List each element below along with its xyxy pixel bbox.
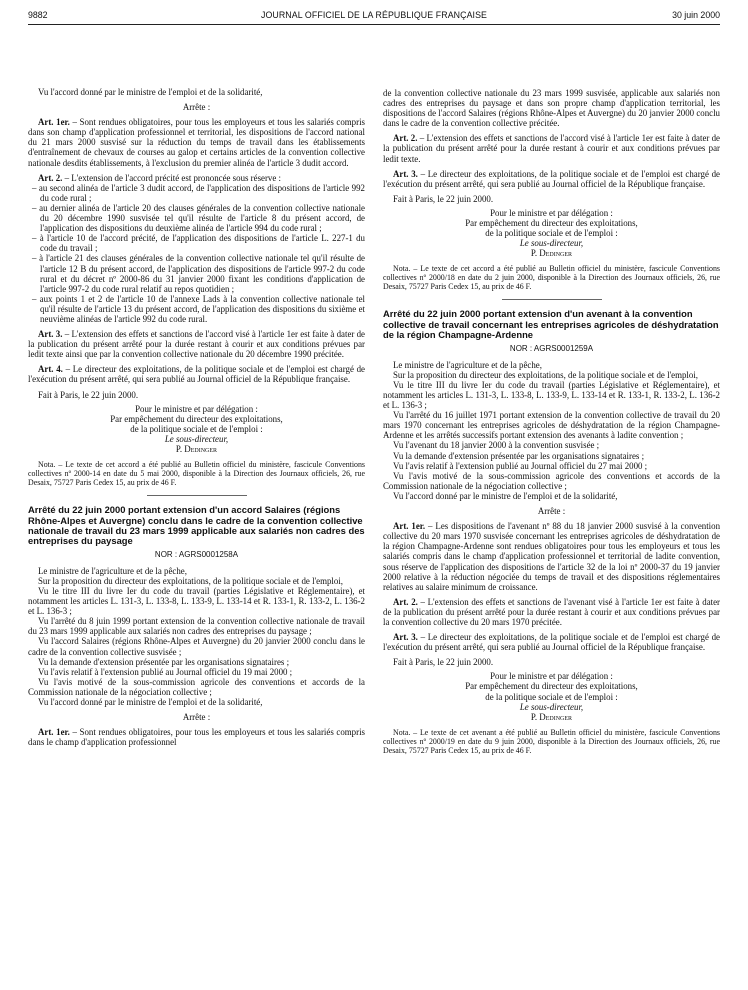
arrete-heading: Arrête : bbox=[182, 102, 211, 113]
list-item: – au second alinéa de l'article 3 dudit accord, de l'application des dispositions de l'article 992 du code rural ; bbox=[32, 182, 365, 203]
preamble-paragraph: Vu l'avis motivé de la sous-commission agricole des conventions et accords de la Commission nationale de la négociation collective ; bbox=[28, 676, 365, 697]
signer-name: P. Dedinger bbox=[175, 444, 218, 454]
preamble-paragraph: Vu la demande d'extension présentée par les organisations signataires ; bbox=[393, 450, 645, 461]
preamble-paragraph: Vu l'arrêté du 16 juillet 1971 portant extension de la convention collective de travail du 20 mars 1970 concernant les entreprises agricoles de déshydratation de la région Champagne-Ardenne et les arrêtés successifs portant extension des avenants à ladite convention ; bbox=[383, 410, 720, 441]
signature-line: Pour le ministre et par délégation : bbox=[490, 207, 613, 218]
page-number: 9882 bbox=[28, 10, 48, 20]
nor-reference: NOR : AGRS0001258A bbox=[154, 549, 239, 559]
arrete-title: Arrêté du 22 juin 2000 portant extension d'un avenant à la convention collective de travail concernant les entreprises agricoles de déshydratation de la région Champagne-Ardenne bbox=[383, 308, 719, 341]
continued-paragraph: de la convention collective nationale du 23 mars 1999 susvisée, applicable aux salariés non cadres des entreprises du paysage et dans son propre champ d'application territorial, les dispositions de l'accord Salaires (régions Rhône-Alpes et Auvergne) du 20 janvier 2000 conclu dans le cadre de la convention collective précitée. bbox=[383, 88, 720, 129]
signature-line: de la politique sociale et de l'emploi : bbox=[130, 423, 263, 434]
signature-line: Par empêchement du directeur des exploitations, bbox=[110, 413, 283, 424]
article-label: Art. 3. bbox=[38, 329, 63, 340]
article-3 bbox=[28, 329, 365, 359]
article-label: Art. 2. bbox=[393, 133, 418, 144]
intro-paragraph: Vu l'accord donné par le ministre de l'emploi et de la solidarité, bbox=[38, 87, 263, 97]
preamble-paragraph: Vu le titre III du livre Ier du code du travail (parties Législative et Réglementaire), et notamment les articles L. 131-3, L. 133-8, L. 133-9, L. 133-14 et R. 133-1, R. 133-2, L. 136-2 et L. 136-3 ; bbox=[383, 379, 720, 411]
article-3 bbox=[383, 632, 720, 652]
article-3 bbox=[383, 169, 720, 189]
fait-a-paris: Fait à Paris, le 22 juin 2000. bbox=[393, 657, 494, 668]
list-item: – au dernier alinéa de l'article 20 des clauses générales de la convention collective nationale du 20 décembre 1990 susvisée tel qu'il résulte de l'article 8 du présent accord, de l'application des dispositions du deuxième alinéa de l'article 994 du code rural ; bbox=[32, 202, 365, 234]
article-text: – Sont rendues obligatoires, pour tous les employeurs et tous les salariés compris dans le champ d'application professionnel bbox=[28, 727, 365, 748]
signature-line: Par empêchement du directeur des exploitations, bbox=[465, 218, 638, 229]
article-text: – L'extension de l'accord précité est prononcée sous réserve : bbox=[62, 172, 281, 183]
signature-block bbox=[28, 404, 365, 454]
article-text: – L'extension des effets et sanctions de l'accord visé à l'article 1er est faite à dater de la publication du présent arrêté pour la durée restant à courir et aux conditions prévues par ledit texte ainsi que par la convention collective nationale du 20 décembre 1990 précitée. bbox=[28, 329, 365, 360]
article-label: Art. 1er. bbox=[38, 117, 70, 128]
page-header bbox=[28, 10, 720, 25]
signature-line: de la politique sociale et de l'emploi : bbox=[485, 691, 618, 702]
preamble-paragraph: Sur la proposition du directeur des exploitations, de la politique sociale et de l'emploi, bbox=[393, 369, 699, 380]
signature-line: de la politique sociale et de l'emploi : bbox=[485, 228, 618, 239]
article-1 bbox=[383, 521, 720, 592]
preamble-paragraph: Vu le titre III du livre Ier du code du travail (parties Législative et Réglementaire), et notamment les articles L. 131-3, L. 133-8, L. 133-9, L. 133-14 et R. 133-1, R. 133-2, L. 136-2 et L. 136-3 ; bbox=[28, 586, 365, 617]
nota-note: Nota. – Le texte de cet accord a été publié au Bulletin officiel du ministère, fascicule Conventions collectives nº 2000/18 en date du 2 juin 2000, disponible à la Direction des Journaux officiels, 26, rue Desaix, 75727 Paris Cedex 15, au prix de 46 F. bbox=[383, 264, 720, 292]
preamble-paragraph: Vu la demande d'extension présentée par les organisations signataires ; bbox=[38, 656, 290, 667]
signature-line: Par empêchement du directeur des exploitations, bbox=[465, 681, 638, 692]
article-text: – Les dispositions de l'avenant nº 88 du 18 janvier 2000 susvisé à la convention collective du 20 mars 1970 susvisée concernant les entreprises agricoles de déshydratation de la région Champagne-Ardenne sont rendues obligatoires pour tous les employeurs et tous les salariés compris dans le champ d'application professionnel et territorial de ladite convention, sous réserve de l'application des dispositions de l'article 32 de la loi nº 2000-37 du 19 janvier 2000 relative à la réduction négociée du temps de travail et des dispositions réglementaires relatives au salaire minimum de croissance. bbox=[383, 521, 721, 592]
list-item: – à l'article 10 de l'accord précité, de l'application des dispositions de l'article L. 227-1 du code du travail ; bbox=[32, 233, 365, 254]
signer-name: P. Dedinger bbox=[530, 248, 573, 259]
article-2 bbox=[383, 133, 720, 163]
list-item: – à l'article 21 des clauses générales de la convention collective nationale tel qu'il résulte de l'article 12 B du présent accord, de l'application des dispositions de l'article 997-2 du code rural et du décret nº 2000-86 du 31 janvier 2000 fixant les conditions d'application de l'article 997-2 du code rural relatif au repos quotidien ; bbox=[32, 253, 365, 294]
article-text: – Le directeur des exploitations, de la politique sociale et de l'emploi est chargé de l'exécution du présent arrêté, qui sera publié au Journal officiel de la République française. bbox=[28, 364, 365, 385]
signature-line: Pour le ministre et par délégation : bbox=[490, 671, 613, 682]
article-2 bbox=[383, 597, 720, 627]
fait-a-paris: Fait à Paris, le 22 juin 2000. bbox=[38, 389, 139, 400]
article-label: Art. 1er. bbox=[393, 521, 426, 532]
reserve-list bbox=[28, 183, 365, 324]
preamble-paragraph: Vu l'avis relatif à l'extension publié au Journal officiel du 19 mai 2000 ; bbox=[38, 666, 293, 677]
arrete-title: Arrêté du 22 juin 2000 portant extension d'un accord Salaires (régions Rhône-Alpes et Auvergne) conclu dans le cadre de la convention collective nationale de travail du 23 mars 1999 applicable aux salariés non cadres des entreprises du paysage bbox=[28, 504, 365, 547]
article-label: Art. 3. bbox=[393, 168, 418, 179]
separator-rule bbox=[147, 495, 247, 496]
signer-role: Le sous-directeur, bbox=[519, 701, 584, 712]
article-text: – Sont rendues obligatoires, pour tous les employeurs et tous les salariés compris dans son champ d'application professionnel et territorial, les dispositions de l'accord national du 21 mars 2000 susvisé sur la réduction du temps de travail dans les établissements d'entraînement de chevaux de courses au galop et certains articles de la convention collective nationale desdits établissements, à l'exclusion du premier alinéa de l'article 3 dudit accord. bbox=[28, 117, 365, 168]
article-2 bbox=[28, 173, 365, 183]
signer-name: P. Dedinger bbox=[530, 711, 573, 722]
preamble-paragraph: Vu l'arrêté du 8 juin 1999 portant extension de la convention collective nationale de travail du 23 mars 1999 applicable aux salariés non cadres des entreprises du paysage ; bbox=[28, 616, 365, 637]
arrete-heading: Arrête : bbox=[537, 506, 566, 517]
article-label: Art. 1er. bbox=[38, 727, 70, 738]
article-label: Art. 4. bbox=[38, 364, 63, 375]
article-1 bbox=[28, 727, 365, 747]
article-label: Art. 2. bbox=[38, 172, 63, 183]
article-1 bbox=[28, 117, 365, 167]
article-label: Art. 2. bbox=[393, 596, 418, 607]
signature-line: Pour le ministre et par délégation : bbox=[135, 403, 258, 414]
journal-title: JOURNAL OFFICIEL DE LA RÉPUBLIQUE FRANÇAISE bbox=[260, 10, 488, 20]
left-column bbox=[28, 87, 365, 747]
preamble-paragraph: Vu l'accord Salaires (régions Rhône-Alpes et Auvergne) du 20 janvier 2000 conclu dans le cadre de la convention collective susvisée ; bbox=[28, 636, 365, 657]
list-item: – aux points 1 et 2 de l'article 10 de l'annexe Lads à la convention collective nationale tel qu'il résulte de l'article 13 du présent accord, de l'application des dispositions du sixième et neuvième alinéas de l'article 992 du code rural. bbox=[32, 293, 365, 324]
arrete-heading: Arrête : bbox=[182, 712, 211, 723]
separator-rule bbox=[502, 299, 602, 300]
signer-role: Le sous-directeur, bbox=[519, 238, 584, 249]
signer-role: Le sous-directeur, bbox=[164, 433, 229, 444]
preamble-paragraph: Vu l'avenant du 18 janvier 2000 à la convention susvisée ; bbox=[393, 440, 600, 451]
preamble-paragraph: Vu l'avis motivé de la sous-commission agricole des conventions et accords de la Commission nationale de la négociation collective ; bbox=[383, 470, 720, 491]
preamble-paragraph: Vu l'accord donné par le ministre de l'emploi et de la solidarité, bbox=[393, 490, 618, 501]
article-4 bbox=[28, 364, 365, 384]
issue-date: 30 juin 2000 bbox=[672, 10, 720, 20]
nor-reference: NOR : AGRS0001259A bbox=[509, 343, 594, 353]
signature-block bbox=[383, 671, 720, 721]
nota-note: Nota. – Le texte de cet avenant a été publié au Bulletin officiel du ministère, fascicule Conventions collectives nº 2000/19 en date du 9 juin 2000, disponible à la Direction des Journaux officiels, 26, rue Desaix, 75727 Paris Cedex 15, au prix de 46 F. bbox=[383, 727, 720, 755]
article-text: – Le directeur des exploitations, de la politique sociale et de l'emploi est chargé de l'exécution du présent arrêté, qui sera publié au Journal officiel de la République française. bbox=[383, 168, 720, 189]
preamble-paragraph: Sur la proposition du directeur des exploitations, de la politique sociale et de l'emploi, bbox=[38, 575, 344, 586]
preamble-paragraph: Vu l'accord donné par le ministre de l'emploi et de la solidarité, bbox=[38, 697, 263, 708]
article-text: – L'extension des effets et sanctions de l'accord visé à l'article 1er est faite à dater de la publication du présent arrêté pour la durée restant à courir et aux conditions prévues par ledit texte. bbox=[383, 133, 720, 164]
fait-a-paris: Fait à Paris, le 22 juin 2000. bbox=[393, 193, 494, 204]
preamble-paragraph: Le ministre de l'agriculture et de la pêche, bbox=[393, 359, 542, 370]
article-text: – Le directeur des exploitations, de la politique sociale et de l'emploi est chargé de l'exécution du présent arrêté, qui sera publié au Journal officiel de la République française. bbox=[383, 632, 720, 653]
preamble-paragraph: Le ministre de l'agriculture et de la pêche, bbox=[38, 565, 187, 576]
right-column bbox=[383, 88, 720, 755]
article-text: – L'extension des effets et sanctions de l'avenant visé à l'article 1er est faite à dater de la publication du présent arrêté pour la durée restant à courir et aux conditions prévues par la convention collective du 20 mars 1970 précitée. bbox=[383, 596, 720, 627]
article-label: Art. 3. bbox=[393, 632, 418, 643]
signature-block bbox=[383, 208, 720, 258]
preamble-paragraph: Vu l'avis relatif à l'extension publié au Journal officiel du 27 mai 2000 ; bbox=[393, 460, 648, 471]
nota-note: Nota. – Le texte de cet accord a été publié au Bulletin officiel du ministère, fascicule Conventions collectives nº 2000-14 en date du 5 mai 2000, disponible à la Direction des Journaux officiels, 26, rue Desaix, 75727 Paris Cedex 15, au prix de 46 F. bbox=[28, 460, 365, 488]
